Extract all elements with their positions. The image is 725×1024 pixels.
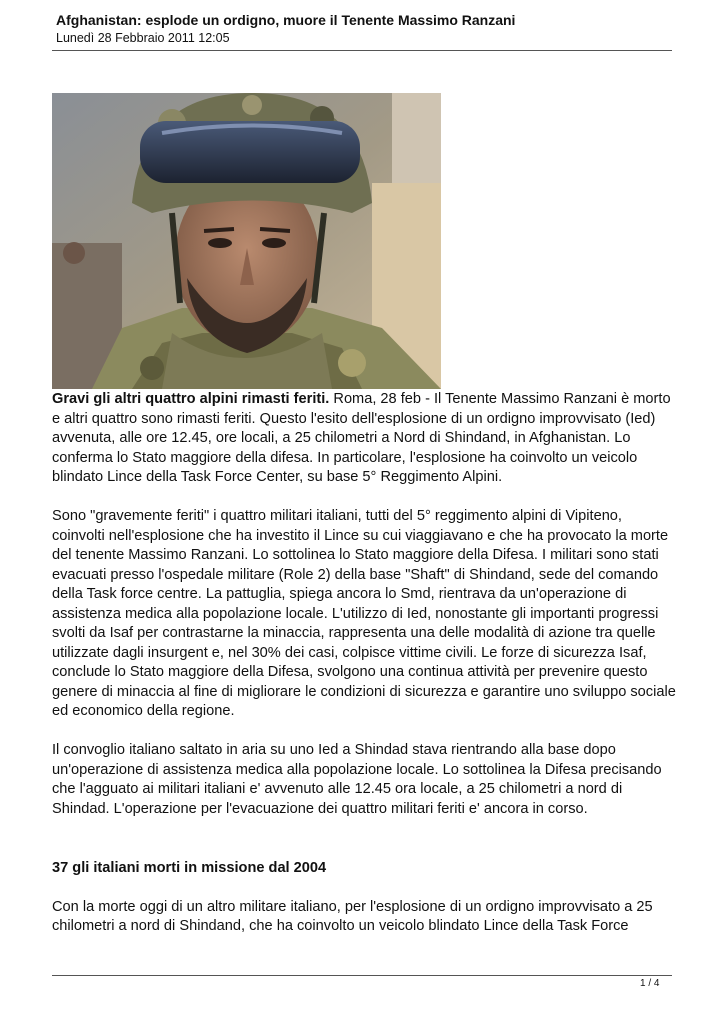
publish-date: Lunedì 28 Febbraio 2011 12:05 bbox=[56, 31, 230, 45]
paragraph-4: Con la morte oggi di un altro militare italiano, per l'esplosione di un ordigno improvvisato a 25 chilometri a nord di Shindand, che ha coinvolto un veicolo blindato Lince della Task Force bbox=[52, 898, 653, 934]
lead-bold-text: Gravi gli altri quattro alpini rimasti feriti. bbox=[52, 391, 330, 407]
soldier-photo bbox=[52, 93, 441, 389]
article-body bbox=[52, 390, 677, 956]
paragraph-3: Il convoglio italiano saltato in aria su uno Ied a Shindad stava rientrando alla base dopo un'operazione di assistenza medica alla popolazione locale. Lo sottolinea la Difesa precisando che l'agguato ai militari italiani e' avvenuto alle 12.45 ora locale, a 25 chilometri a nord di Shindad. L'operazione per l'evacuazione dei quattro militari feriti e' ancora in corso. bbox=[52, 742, 662, 817]
header-divider bbox=[52, 50, 672, 51]
lead-text: Roma, 28 feb - Il Tenente Massimo Ranzani è morto e altri quattro sono rimasti feriti. Questo l'esito dell'esplosione di un ordigno improvvisato (Ied) avvenuta, alle ore 12.45, ore locali, a 25 chilometri a Nord di Shindand, in Afghanistan. Lo conferma lo Stato maggiore della difesa. In particolare, l'esplosione ha coinvolto un veicolo blindato Lince della Task Force Center, su base 5° Reggimento Alpini. bbox=[52, 391, 671, 485]
footer-divider bbox=[52, 975, 672, 976]
page-number: 1 / 4 bbox=[640, 978, 660, 989]
paragraph-2: Sono "gravemente feriti" i quattro militari italiani, tutti del 5° reggimento alpini di Vipiteno, coinvolti nell'esplosione che ha investito il Lince su cui viaggiavano e che ha provocato la morte del tenente Massimo Ranzani. Lo sottolinea lo Stato maggiore della Difesa. I militari sono stati evacuati presso l'ospedale militare (Role 2) della base "Shaft" di Shindand, sede del comando della Task force centre. La pattuglia, spiega ancora lo Smd, rientrava da un'operazione di assistenza medica alla popolazione locale. L'utilizzo di Ied, nonostante gli importanti progressi svolti da Isaf per contrastarne la minaccia, rappresenta una delle modalità di azione tra quelle utilizzate dagli insurgent e, nel 30% dei casi, colpisce vittime civili. Le forze di sicurezza Isaf, conclude lo Stato maggiore della Difesa, svolgono una continua attività per prevenire questo genere di minaccia al fine di migliorare le condizioni di sicurezza e garantire uno sviluppo sociale ed economico della regione. bbox=[52, 508, 676, 719]
section-subheading: 37 gli italiani morti in missione dal 2004 bbox=[52, 859, 327, 876]
lead-paragraph bbox=[52, 390, 677, 488]
page-title: Afghanistan: esplode un ordigno, muore il Tenente Massimo Ranzani bbox=[56, 12, 516, 28]
